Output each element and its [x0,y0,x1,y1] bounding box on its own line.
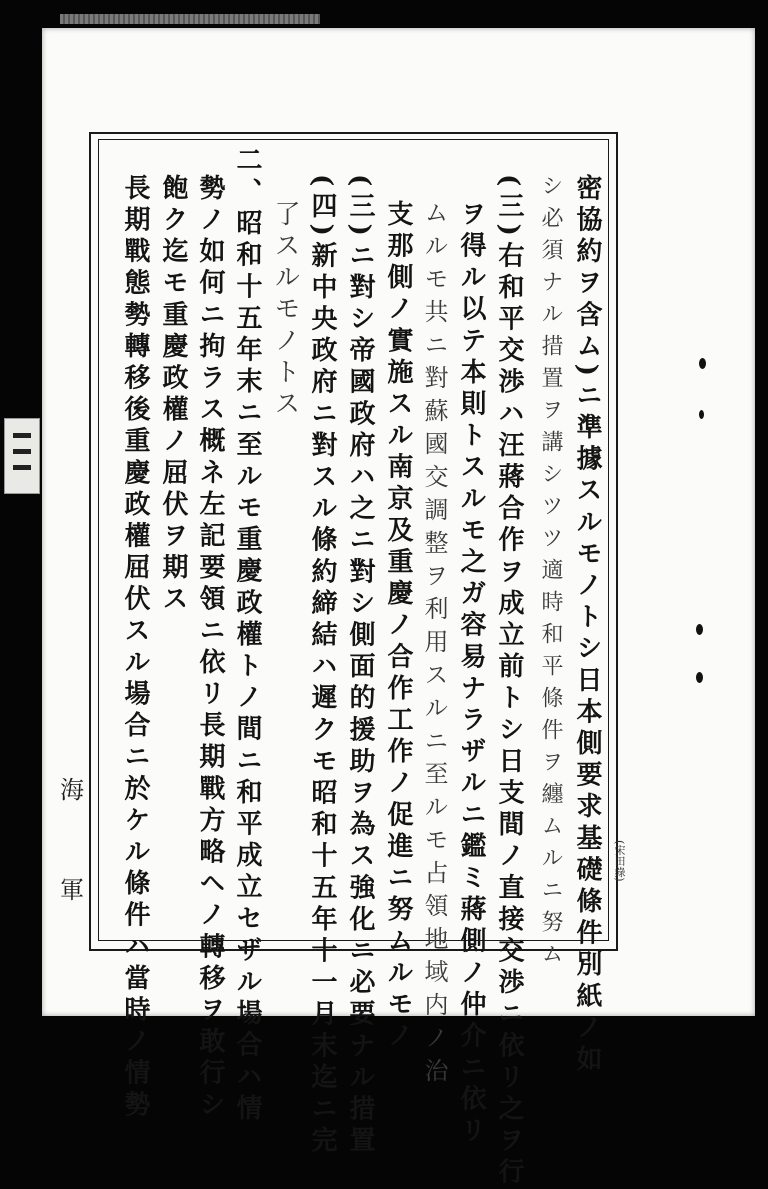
text-column-7: (三)ニ對シ帝國政府ハ之ニ對シ側面的援助ヲ為ス強化ニ必要ナル措置 [345,174,375,1158]
text-column-12: 飽ク迄モ重慶政權ノ屈伏ヲ期ス [158,174,188,617]
text-column-1: 密協約ヲ含ム)ニ準據スルモノトシ日本側要求基礎條件別紙ノ如 [572,174,602,1077]
margin-mark [699,358,706,369]
text-column-5: ムルモ共ニ對蘇國交調整ヲ利用スルニ至ルモ占領地域内ノ治 [420,200,448,1091]
text-column-6: 支那側ノ實施スル南京及重慶ノ合作工作ノ促進ニ努ムルモノ [383,200,413,1054]
text-column-8: (四)新中央政府ニ對スル條約締結ハ遲クモ昭和十五年十一月末迄ニ完 [307,174,337,1158]
margin-mark [696,672,703,683]
margin-mark [696,624,703,635]
text-column-9: 了スルモノトス [270,200,300,422]
text-column-13: 長期戰態勢轉移後重慶政權屈伏スル場合ニ於ケル條件ハ當時ノ情勢 [120,174,150,1122]
scan-edge [60,14,320,24]
archive-note: (宋田錄) [613,840,626,882]
text-column-10: 二、昭和十五年末ニ至ルモ重慶政權トノ間ニ和平成立セザル場合ハ情 [232,146,262,1126]
text-column-2: シ必須ナル措置ヲ講シツツ適時和平條件ヲ纏ムルニ努ム [538,174,563,974]
text-column-3: (三)右和平交渉ハ汪蔣合作ヲ成立前トシ日支間ノ直接交渉ニ依リ之ヲ行 [494,174,524,1189]
margin-label-top: 海 [60,776,84,804]
index-tab [4,418,40,494]
margin-label-bottom: 軍 [60,876,84,904]
text-column-11: 勢ノ如何ニ拘ラス概ネ左記要領ニ依リ長期戰方略ヘノ轉移ヲ敢行シ [195,174,225,1122]
text-column-4: ヲ得ル以テ本則トスルモ之ガ容易ナラザルニ鑑ミ蔣側ノ仲介ニ依リ [456,200,486,1148]
margin-mark [699,410,704,419]
